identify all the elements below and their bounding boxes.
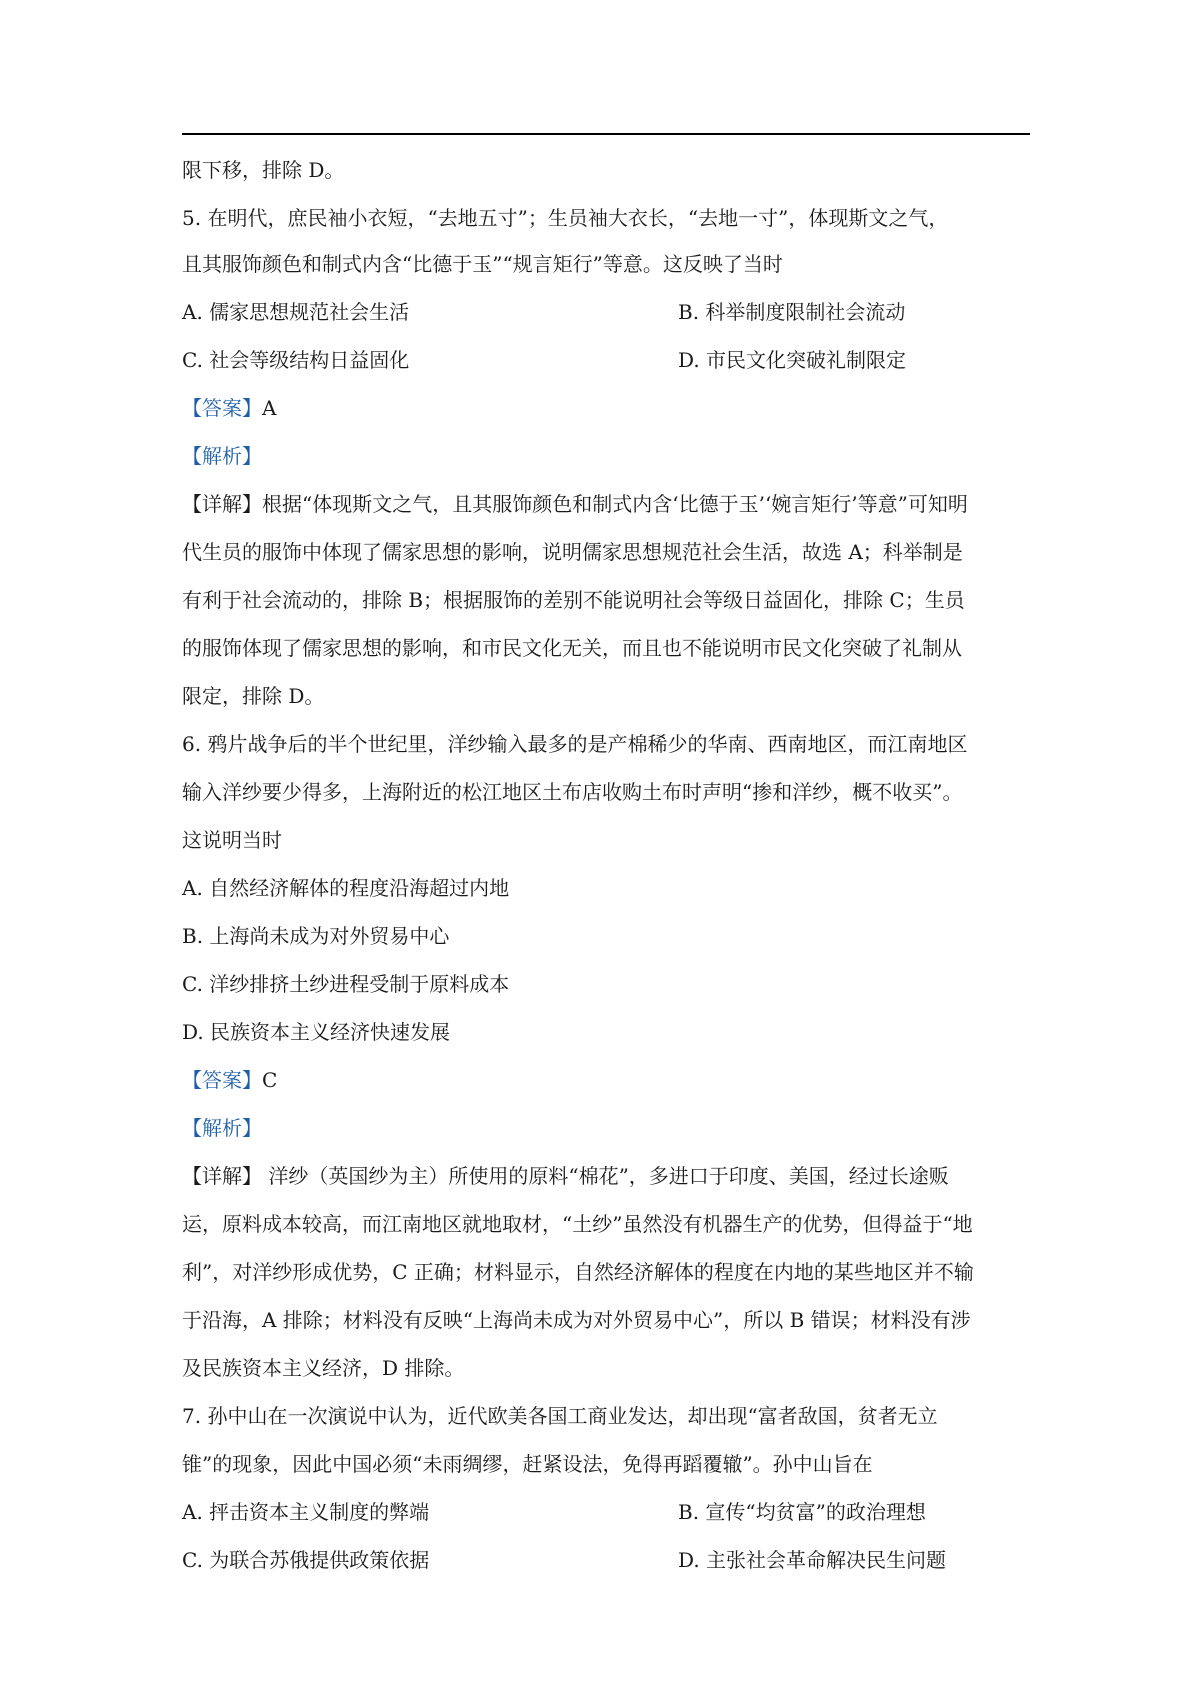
q7-stem-line-1: 7. 孙中山在一次演说中认为，近代欧美各国工商业发达，却出现“富者敌国，贫者无立 xyxy=(182,1404,938,1428)
q7-option-a: A. 抨击资本主义制度的弊端 xyxy=(182,1500,430,1524)
answer-tag: 【答案】 xyxy=(182,396,262,420)
answer-tag: 【答案】 xyxy=(182,1068,262,1092)
answer-value: A xyxy=(262,396,277,420)
q5-detail-line-4: 的服饰体现了儒家思想的影响，和市民文化无关，而且也不能说明市民文化突破了礼制从 xyxy=(182,636,962,660)
q5-stem-line-2: 且其服饰颜色和制式内含“比德于玉”“规言矩行”等意。这反映了当时 xyxy=(182,252,783,276)
q7-option-d: D. 主张社会革命解决民生问题 xyxy=(678,1548,947,1572)
q6-analysis-tag: 【解析】 xyxy=(182,1116,262,1140)
detail-text: 根据“体现斯文之气，且其服饰颜色和制式内含‘比德于玉’‘婉言矩行’等意”可知明 xyxy=(262,492,968,516)
q5-option-c: C. 社会等级结构日益固化 xyxy=(182,348,410,372)
q5-stem-line-1: 5. 在明代，庶民袖小衣短，“去地五寸”；生员袖大衣长，“去地一寸”，体现斯文之气， xyxy=(182,206,949,230)
q5-detail-line-5: 限定，排除 D。 xyxy=(182,684,325,708)
q6-detail-line-5: 及民族资本主义经济，D 排除。 xyxy=(182,1356,465,1380)
q6-option-d: D. 民族资本主义经济快速发展 xyxy=(182,1020,451,1044)
q5-detail-line-1 xyxy=(182,490,968,518)
q5-option-b: B. 科举制度限制社会流动 xyxy=(678,300,906,324)
detail-tag: 【详解】 xyxy=(182,492,262,516)
q6-option-c: C. 洋纱排挤土纱进程受制于原料成本 xyxy=(182,972,510,996)
q6-stem-line-2: 输入洋纱要少得多，上海附近的松江地区土布店收购土布时声明“掺和洋纱，概不收买”。 xyxy=(182,780,963,804)
q6-detail-line-1 xyxy=(182,1162,949,1190)
q7-stem-line-2: 锥”的现象，因此中国必须“未雨绸缪，赶紧设法，免得再蹈覆辙”。孙中山旨在 xyxy=(182,1452,873,1476)
q6-detail-line-4: 于沿海，A 排除；材料没有反映“上海尚未成为对外贸易中心”，所以 B 错误；材料没有涉 xyxy=(182,1308,971,1332)
q5-answer xyxy=(182,394,276,422)
answer-value: C xyxy=(262,1068,278,1092)
q5-detail-line-3: 有利于社会流动的，排除 B；根据服饰的差别不能说明社会等级日益固化，排除 C；生员 xyxy=(182,588,965,612)
header-rule xyxy=(182,133,1030,135)
q6-answer xyxy=(182,1066,277,1094)
q6-detail-line-2: 运，原料成本较高，而江南地区就地取材，“土纱”虽然没有机器生产的优势，但得益于“地 xyxy=(182,1212,973,1236)
q6-option-a: A. 自然经济解体的程度沿海超过内地 xyxy=(182,876,510,900)
q6-option-b: B. 上海尚未成为对外贸易中心 xyxy=(182,924,450,948)
q7-option-b: B. 宣传“均贫富”的政治理想 xyxy=(678,1500,926,1524)
q5-detail-line-2: 代生员的服饰中体现了儒家思想的影响，说明儒家思想规范社会生活，故选 A；科举制是 xyxy=(182,540,963,564)
q6-stem-line-3: 这说明当时 xyxy=(182,828,282,852)
q7-option-c: C. 为联合苏俄提供政策依据 xyxy=(182,1548,430,1572)
q5-option-a: A. 儒家思想规范社会生活 xyxy=(182,300,410,324)
q6-detail-line-3: 利”，对洋纱形成优势，C 正确；材料显示，自然经济解体的程度在内地的某些地区并不输 xyxy=(182,1260,974,1284)
q5-option-d: D. 市民文化突破礼制限定 xyxy=(678,348,907,372)
detail-tag: 【详解】 xyxy=(182,1164,262,1188)
detail-text: 洋纱（英国纱为主）所使用的原料“棉花”，多进口于印度、美国，经过长途贩 xyxy=(262,1164,949,1188)
previous-answer-tail: 限下移，排除 D。 xyxy=(182,158,345,182)
q5-analysis-tag: 【解析】 xyxy=(182,444,262,468)
q6-stem-line-1: 6. 鸦片战争后的半个世纪里，洋纱输入最多的是产棉稀少的华南、西南地区，而江南地区 xyxy=(182,732,968,756)
